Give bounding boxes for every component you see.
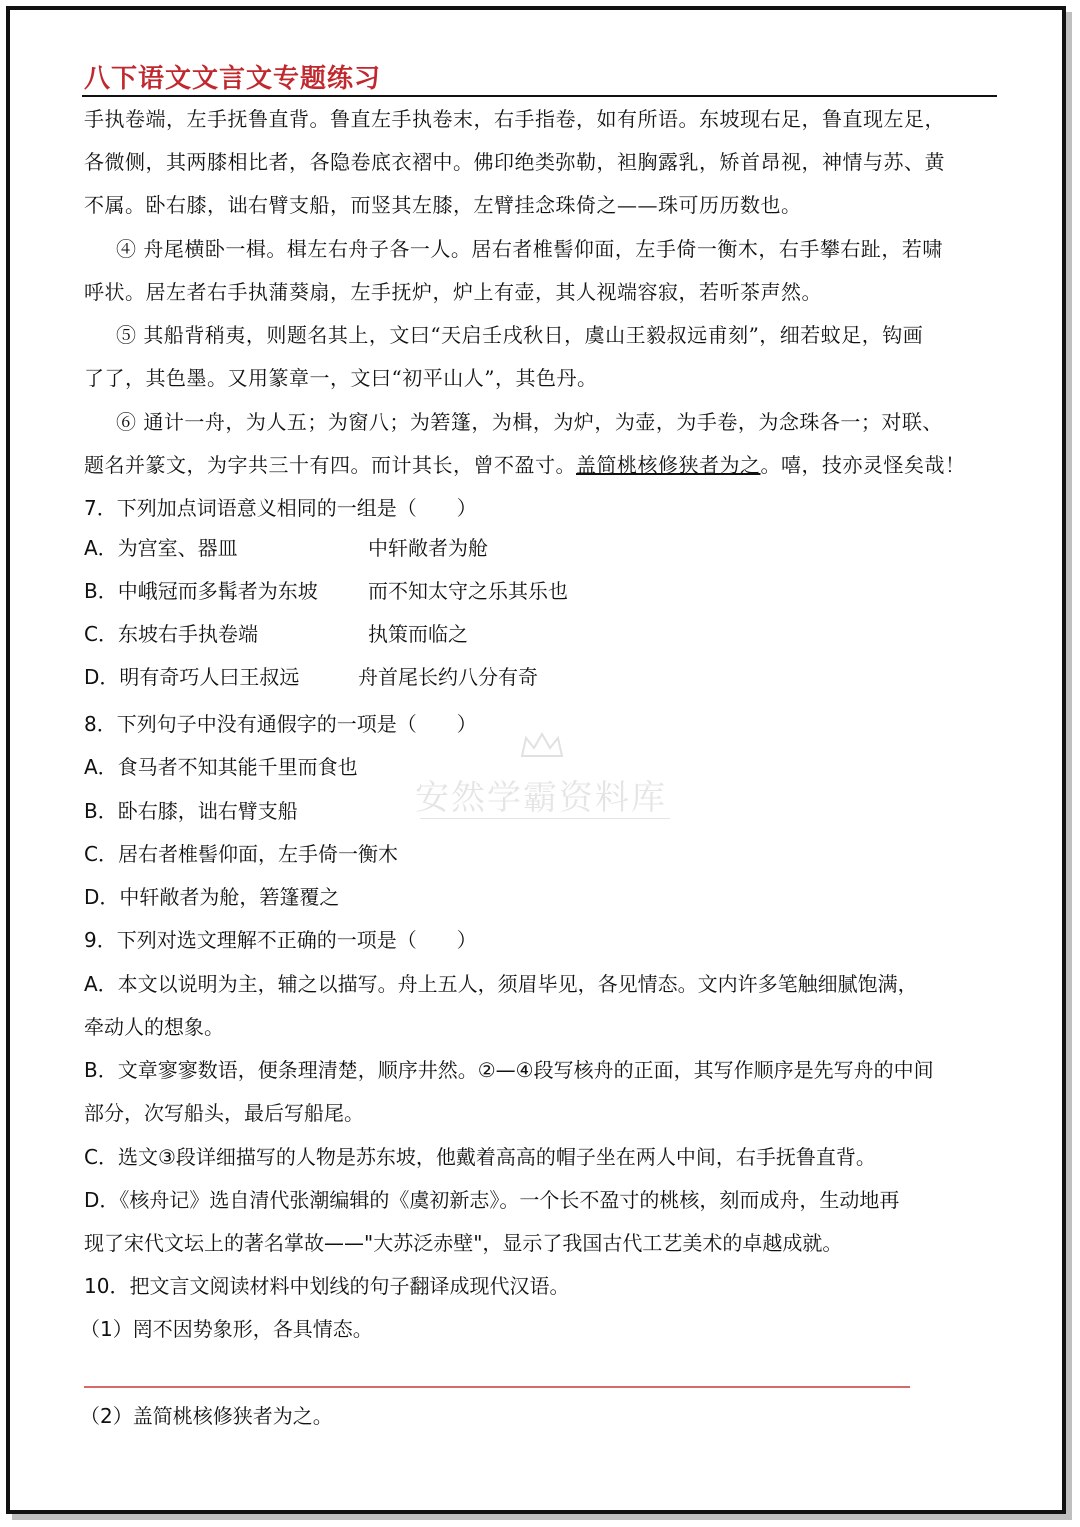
q7-option-d-left: D．明有奇巧人曰王叔远 (84, 665, 300, 689)
q7-option-b-left: B．中峨冠而多髯者为东坡 (84, 579, 318, 603)
question-7-stem: 7．下列加点词语意义相同的一组是（ ） (84, 496, 477, 520)
passage-last-line (84, 444, 999, 487)
q7-option-a (84, 527, 488, 570)
q7-option-a-left: A．为宫室、器皿 (84, 536, 238, 560)
q8-option-d: D．中轩敞者为舱，箬篷覆之 (84, 885, 340, 909)
q9-option-a: A．本文以说明为主，辅之以描写。舟上五人，须眉毕见，各见情态。文内许多笔触细腻饱满， (84, 972, 918, 996)
q9-option-d: D．《核舟记》选自清代张潮编辑的《虞初新志》。一个长不盈寸的桃核，刻而成舟，生动地再 (84, 1188, 900, 1212)
crown-icon (520, 732, 564, 758)
question-8-stem: 8．下列句子中没有通假字的一项是（ ） (84, 712, 477, 736)
watermark: 安然学霸资料库 (415, 778, 667, 818)
page-title: 八下语文文言文专题练习 (84, 64, 382, 94)
q7-option-c-right: 执策而临之 (368, 622, 468, 646)
question-10-stem: 10．把文言文阅读材料中划线的句子翻译成现代汉语。 (84, 1274, 570, 1298)
passage-line: 呼状。居左者右手执蒲葵扇，左手抚炉，炉上有壶，其人视端容寂，若听茶声然。 (84, 280, 822, 304)
q8-option-c: C．居右者椎髻仰面，左手倚一衡木 (84, 842, 398, 866)
q7-option-c (84, 613, 468, 656)
q9-option-b-cont: 部分，次写船头，最后写船尾。 (84, 1101, 364, 1125)
q9-option-c: C．选文③段详细描写的人物是苏东坡，他戴着高高的帽子坐在两人中间，右手抚鲁直背。 (84, 1145, 876, 1169)
q8-option-a: A．食马者不知其能千里而食也 (84, 755, 358, 779)
passage-line: 了了，其色墨。又用篆章一，文曰“初平山人”，其色丹。 (84, 366, 598, 390)
q10-sentence-1: （1）罔不因势象形，各具情态。 (80, 1317, 373, 1341)
passage-line: 手执卷端，左手抚鲁直背。鲁直左手执卷末，右手指卷，如有所语。东坡现右足，鲁直现左足， (84, 107, 945, 131)
q10-sentence-2: （2）盖简桃核修狭者为之。 (80, 1404, 333, 1428)
q9-option-a-cont: 牵动人的想象。 (84, 1015, 224, 1039)
q7-option-b-right: 而不知太守之乐其乐也 (368, 579, 568, 603)
passage-line: ④ 舟尾横卧一楫。楫左右舟子各一人。居右者椎髻仰面，左手倚一衡木，右手攀右趾，若啸 (116, 237, 943, 261)
q9-option-d-cont: 现了宋代文坛上的著名掌故——"大苏泛赤壁"，显示了我国古代工艺美术的卓越成就。 (84, 1231, 843, 1255)
q7-option-b (84, 570, 568, 613)
q7-option-c-left: C．东坡右手执卷端 (84, 622, 258, 646)
passage-line: 各微侧，其两膝相比者，各隐卷底衣褶中。佛印绝类弥勒，袒胸露乳，矫首昂视，神情与苏、黄 (84, 150, 945, 174)
header-divider (82, 95, 997, 97)
q7-option-a-right: 中轩敞者为舱 (368, 536, 488, 560)
passage-text: 题名并篆文，为字共三十有四。而计其长，曾不盈寸。 (84, 453, 576, 477)
q9-option-b: B．文章寥寥数语，便条理清楚，顺序井然。②—④段写核舟的正面，其写作顺序是先写舟的中间 (84, 1058, 934, 1082)
passage-line: 不属。卧右膝，诎右臂支船，而竖其左膝，左臂挂念珠倚之——珠可历历数也。 (84, 193, 802, 217)
watermark-divider (420, 818, 670, 819)
question-9-stem: 9．下列对选文理解不正确的一项是（ ） (84, 928, 477, 952)
passage-line: ⑥ 通计一舟，为人五；为窗八；为箬篷，为楫，为炉，为壶，为手卷，为念珠各一；对联、 (116, 410, 943, 434)
passage-text: 。嘻，技亦灵怪矣哉！ (760, 453, 966, 477)
q8-option-b: B．卧右膝，诎右臂支船 (84, 799, 298, 823)
q7-option-d (84, 656, 538, 699)
underlined-sentence: 盖简桃核修狭者为之 (576, 453, 761, 477)
q7-option-d-right: 舟首尾长约八分有奇 (358, 665, 538, 689)
answer-line[interactable] (84, 1386, 910, 1388)
passage-line: ⑤ 其船背稍夷，则题名其上，文曰“天启壬戌秋日，虞山王毅叔远甫刻”，细若蚊足，钩画 (116, 323, 924, 347)
